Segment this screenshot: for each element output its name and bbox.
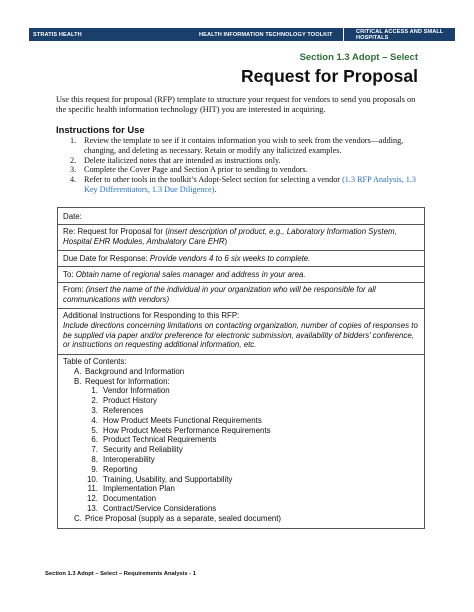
toc-subitem xyxy=(84,475,419,485)
toc-subitem-text: Reporting xyxy=(103,464,138,474)
toc-subitem-text: Documentation xyxy=(103,494,157,504)
toc-subitem-number: 10. xyxy=(87,474,98,484)
rfp-form-table xyxy=(57,207,425,529)
instruction-text: Complete the Cover Page and Section A prior to sending to vendors. xyxy=(84,165,308,175)
instruction-item xyxy=(70,136,426,156)
toc-item xyxy=(74,377,419,387)
toc-subitem-number: 9. xyxy=(91,464,98,474)
intro-paragraph: Use this request for proposal (RFP) template to structure your request for vendors to send you proposals on the specific health information technology (HIT) you are interested in acquiring. xyxy=(56,95,416,115)
toc-marker: C. xyxy=(74,513,82,523)
additional-instructions-row xyxy=(58,309,424,355)
toc-subitem-text: How Product Meets Functional Requirements xyxy=(103,415,262,425)
to-note: Obtain name of regional sales manager and address in your area. xyxy=(75,270,306,279)
toc-text: Request for Information: xyxy=(85,376,170,386)
instruction-item xyxy=(70,175,426,195)
toc-subitem-number: 8. xyxy=(91,454,98,464)
re-note: insert description of product, e.g., Laboratory Information System, Hospital EHR Modules, Ambulatory Care EHR xyxy=(63,227,397,246)
page-footer: Section 1.3 Adopt – Select – Requirements Analysis - 1 xyxy=(45,571,196,577)
re-row xyxy=(58,225,424,251)
toc-subitem-number: 2. xyxy=(91,396,98,406)
toc-subitem-number: 13. xyxy=(87,503,98,513)
due-date-label: Due Date for Response: xyxy=(63,254,150,263)
toc-subitem xyxy=(84,494,419,504)
instruction-text: Review the template to see if it contains information you wish to seek from the vendors—adding, changing, and deleting as necessary. Retain or modify any italicized examples. xyxy=(84,136,404,155)
toc-subitem xyxy=(84,484,419,494)
toc-subitem xyxy=(84,465,419,475)
instructions-list xyxy=(70,136,426,195)
toc-subitem-number: 6. xyxy=(91,435,98,445)
date-row xyxy=(58,208,424,225)
audience-name: CRITICAL ACCESS AND SMALL HOSPITALS xyxy=(356,28,444,41)
toc-list xyxy=(63,514,419,524)
re-label: Re: Request for Proposal for ( xyxy=(63,227,168,236)
table-of-contents-row xyxy=(58,355,424,526)
toolkit-name: HEALTH INFORMATION TECHNOLOGY TOOLKIT xyxy=(199,31,333,38)
from-note: (insert the name of the individual in your organization who will be responsible for all communications with vendors) xyxy=(63,285,376,304)
toc-subitem-text: Security and Reliability xyxy=(103,445,183,455)
org-name: STRATIS HEALTH xyxy=(33,31,82,38)
page-title: Request for Proposal xyxy=(241,66,418,86)
instruction-number: 3. xyxy=(70,165,77,175)
toc-subitem-text: Contract/Service Considerations xyxy=(103,503,217,513)
toc-subitem xyxy=(84,416,419,426)
toc-marker: A. xyxy=(74,366,82,376)
toc-item xyxy=(74,514,419,524)
toc-subitem-number: 3. xyxy=(91,405,98,415)
instruction-text xyxy=(84,175,426,195)
toc-text: Background and Information xyxy=(85,366,185,376)
instruction-text: Delete italicized notes that are intended as instructions only. xyxy=(84,155,281,165)
toc-subitem xyxy=(84,396,419,406)
instruction-item xyxy=(70,156,426,166)
toc-label: Table of Contents: xyxy=(63,357,127,366)
toc-text: Price Proposal (supply as a separate, sealed document) xyxy=(85,513,282,523)
date-label: Date: xyxy=(63,212,82,221)
toc-subitem-number: 7. xyxy=(91,445,98,455)
section-label: Section 1.3 Adopt – Select xyxy=(299,52,418,63)
toc-sublist xyxy=(63,386,419,513)
to-label: To: xyxy=(63,270,76,279)
to-row xyxy=(58,267,424,283)
re-close: ) xyxy=(224,236,228,246)
toc-subitem xyxy=(84,406,419,416)
toc-subitem xyxy=(84,504,419,514)
toc-subitem-number: 1. xyxy=(91,386,98,396)
toc-subitem-text: Implementation Plan xyxy=(103,484,175,494)
instruction-number: 4. xyxy=(70,175,77,185)
instruction-item xyxy=(70,165,426,175)
toc-marker: B. xyxy=(74,376,82,386)
toc-list xyxy=(63,367,419,387)
toc-subitem-text: Interoperability xyxy=(103,454,155,464)
due-date-row xyxy=(58,251,424,267)
toc-subitem-text: How Product Meets Performance Requirements xyxy=(103,425,271,435)
toc-subitem-text: Product Technical Requirements xyxy=(103,435,217,445)
instructions-heading: Instructions for Use xyxy=(56,124,145,135)
toc-subitem xyxy=(84,386,419,396)
additional-instructions-note: Include directions concerning limitations on contacting organization, number of copies of responses to be supplied via paper and/or preference for electronic submission, availability of bidders’ conference, or instructions on requesting additional information, etc. xyxy=(63,320,418,350)
toc-subitem xyxy=(84,445,419,455)
toc-subitem xyxy=(84,455,419,465)
toc-subitem-text: Product History xyxy=(103,396,157,406)
instruction-number: 1. xyxy=(70,136,77,145)
instruction-text-main: Refer to other tools in the toolkit’s Adopt-Select section for selecting a vendor xyxy=(84,175,343,185)
toolkit-reference-link[interactable]: (1.3 RFP Analysis, 1.3 Key Differentiators, 1.3 Due Diligence) xyxy=(84,175,416,194)
toc-subitem-number: 12. xyxy=(87,494,98,504)
due-date-note: Provide vendors 4 to 6 six weeks to complete. xyxy=(149,254,311,263)
toc-item xyxy=(74,367,419,377)
toc-subitem xyxy=(84,435,419,445)
toc-subitem-text: Training, Usability, and Supportability xyxy=(103,474,233,484)
toc-subitem-text: References xyxy=(103,405,144,415)
toc-subitem-number: 4. xyxy=(91,415,98,425)
header-band xyxy=(29,28,455,41)
from-label: From: xyxy=(63,285,86,294)
from-row xyxy=(58,283,424,309)
instruction-text-end: . xyxy=(214,184,217,194)
toc-subitem-number: 11. xyxy=(87,484,98,494)
additional-instructions-label: Additional Instructions for Responding to this RFP: xyxy=(63,311,240,320)
toc-subitem-text: Vendor Information xyxy=(103,386,170,396)
header-divider xyxy=(343,28,344,41)
toc-subitem-number: 5. xyxy=(91,425,98,435)
toc-subitem xyxy=(84,426,419,436)
instruction-number: 2. xyxy=(70,155,77,165)
